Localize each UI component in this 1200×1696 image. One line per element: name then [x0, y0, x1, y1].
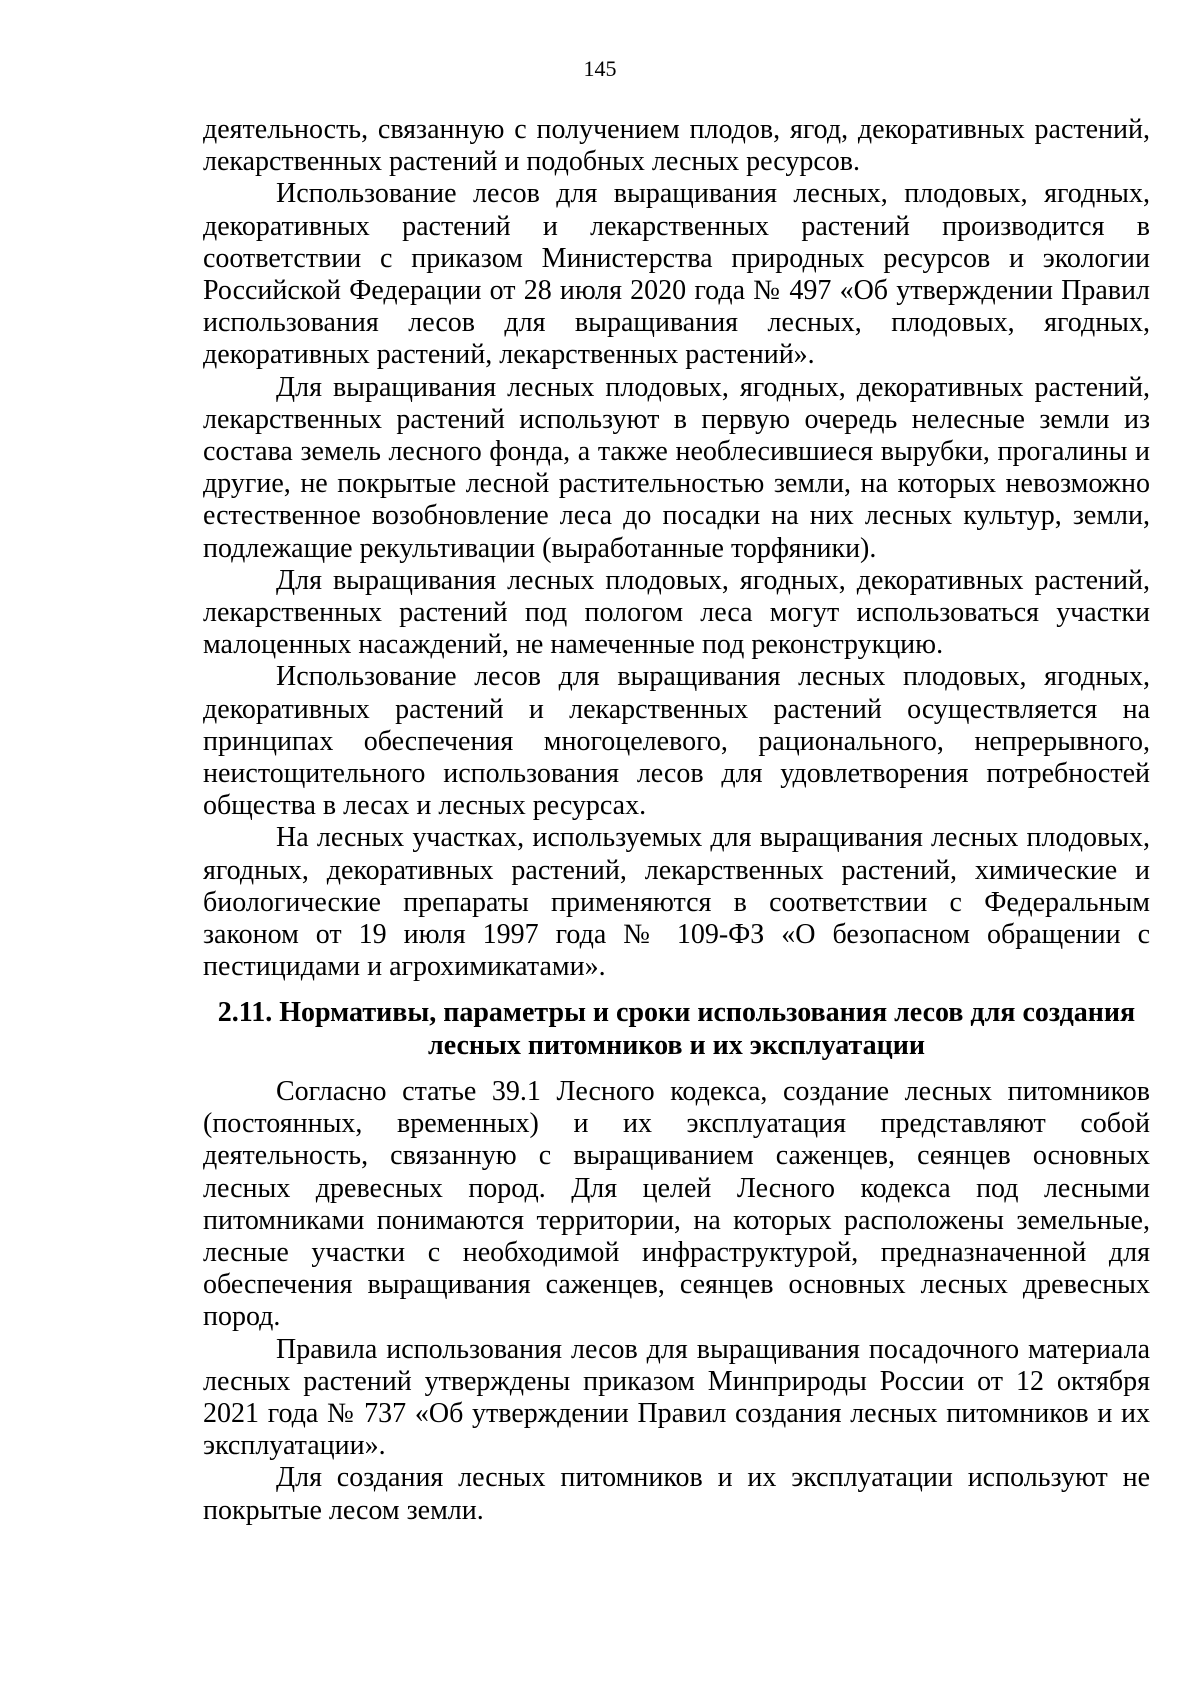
- section-heading-line: лесных питомников и их эксплуатации: [427, 1029, 925, 1061]
- paragraph: Правила использования лесов для выращивания посадочного материала лесных растений утверждены приказом Минприроды России от 12 октября 2021 года № 737 «Об утверждении Правил создания лесных питомников и их эксплуатации».: [203, 1333, 1150, 1462]
- document-body: [203, 114, 1150, 1527]
- paragraph: На лесных участках, используемых для выращивания лесных плодовых, ягодных, декоративных растений, лекарственных растений, химические и биологические препараты применяются в соответствии с Федеральным законом от 19 июля 1997 года № 109-ФЗ «О безопасном обращении с пестицидами и агрохимикатами».: [203, 822, 1150, 983]
- section-heading-line: 2.11. Нормативы, параметры и сроки использования лесов для создания: [217, 997, 1136, 1029]
- paragraph-continuation: деятельность, связанную с получением плодов, ягод, декоративных растений, лекарственных растений и подобных лесных ресурсов.: [203, 114, 1150, 178]
- paragraph: Для создания лесных питомников и их эксплуатации используют не покрытые лесом земли.: [203, 1462, 1150, 1526]
- paragraph: Для выращивания лесных плодовых, ягодных, декоративных растений, лекарственных растений под пологом леса могут использоваться участки малоценных насаждений, не намеченные под реконструкцию.: [203, 564, 1150, 661]
- paragraph: Согласно статье 39.1 Лесного кодекса, создание лесных питомников (постоянных, временных) и их эксплуатация представляют собой деятельность, связанную с выращиванием саженцев, сеянцев основных лесных древесных пород. Для целей Лесного кодекса под лесными питомниками понимаются территории, на которых расположены земельные, лесные участки с необходимой инфраструктурой, предназначенной для обеспечения выращивания саженцев, сеянцев основных лесных древесных пород.: [203, 1075, 1150, 1333]
- page-number: 145: [583, 56, 617, 81]
- paragraph: Использование лесов для выращивания лесных плодовых, ягодных, декоративных растений и лекарственных растений осуществляется на принципах обеспечения многоцелевого, рационального, непрерывного, неистощительного использования лесов для удовлетворения потребностей общества в лесах и лесных ресурсах.: [203, 661, 1150, 822]
- paragraph: Для выращивания лесных плодовых, ягодных, декоративных растений, лекарственных растений используют в первую очередь нелесные земли из состава земель лесного фонда, а также необлесившиеся вырубки, прогалины и другие, не покрытые лесной растительностью земли, на которых невозможно естественное возобновление леса до посадки на них лесных культур, земли, подлежащие рекультивации (выработанные торфяники).: [203, 371, 1150, 564]
- paragraph: Использование лесов для выращивания лесных, плодовых, ягодных, декоративных растений и лекарственных растений производится в соответствии с приказом Министерства природных ресурсов и экологии Российской Федерации от 28 июля 2020 года № 497 «Об утверждении Правил использования лесов для выращивания лесных, плодовых, ягодных, декоративных растений, лекарственных растений».: [203, 178, 1150, 371]
- section-heading: [203, 997, 1150, 1061]
